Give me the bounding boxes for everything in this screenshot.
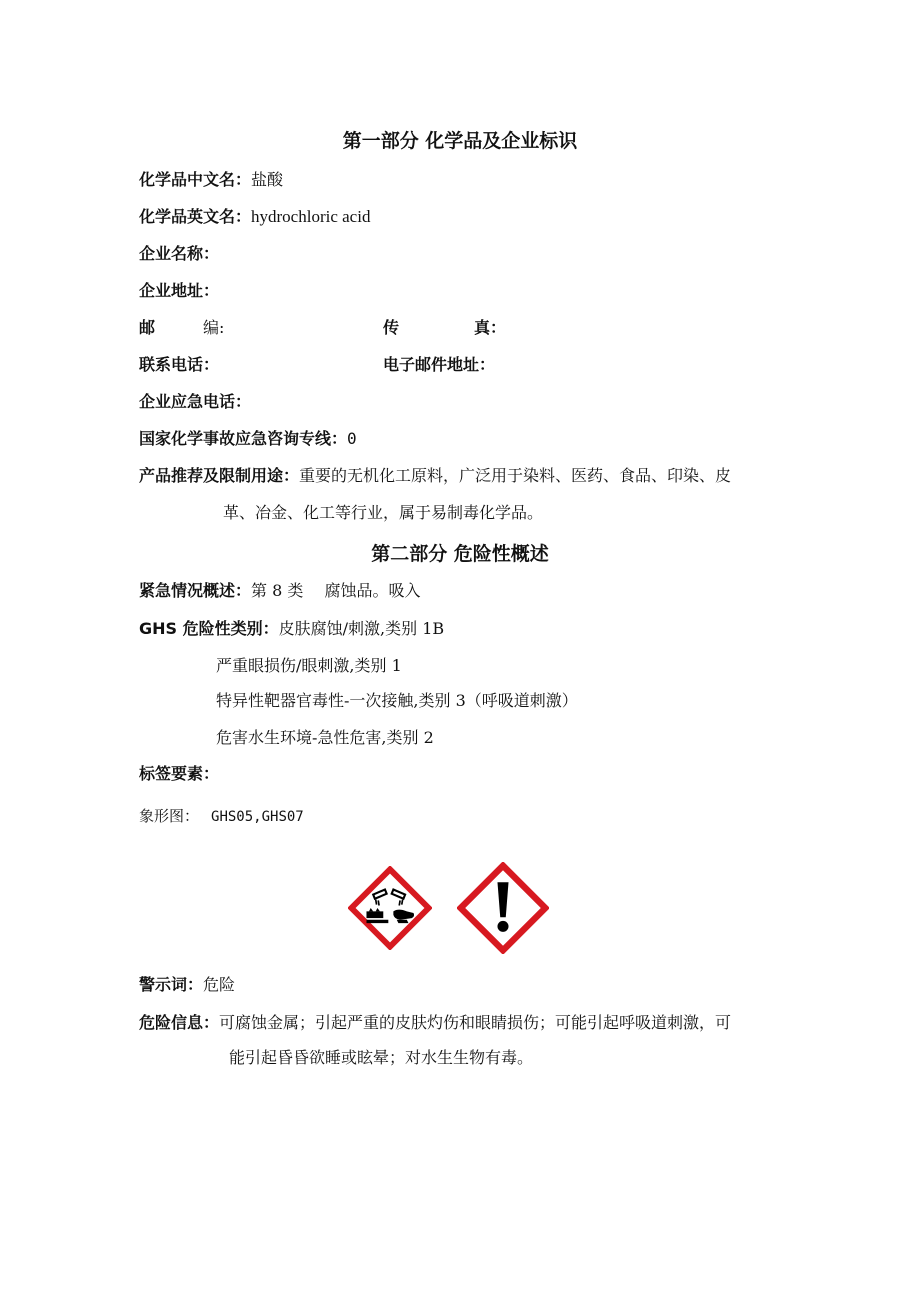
hotline-value: 0: [347, 429, 357, 448]
label-elements-label: 标签要素：: [139, 764, 220, 783]
exclamation-mark-icon: [457, 862, 549, 954]
emergency-overview-row: [139, 580, 420, 602]
hotline-label: 国家化学事故应急咨询专线：: [139, 429, 348, 448]
signal-word-label: 警示词：: [139, 975, 204, 994]
cn-name-label: 化学品中文名：: [139, 170, 252, 189]
en-name-value: hydrochloric acid: [251, 207, 371, 226]
phone-label: 联系电话：: [139, 355, 220, 374]
hazard-info-value-line1: 可腐蚀金属；引起严重的皮肤灼伤和眼睛损伤；可能引起呼吸道刺激，可: [219, 1013, 732, 1032]
ghs-row: [139, 618, 444, 640]
pictograms-value: GHS05,GHS07: [211, 809, 304, 825]
postcode-label-b: 编:: [203, 318, 225, 337]
ghs-item: 特异性靶器官毒性-一次接触,类别 3（呼吸道刺激）: [216, 691, 578, 710]
uses-label: 产品推荐及限制用途：: [139, 466, 300, 485]
emergency-overview-label: 紧急情况概述：: [139, 581, 252, 600]
company-name-label: 企业名称：: [139, 244, 220, 263]
company-address-label: 企业地址：: [139, 281, 220, 300]
en-name-row: [139, 206, 370, 228]
pictograms-label: 象形图：: [139, 807, 200, 825]
fax-label-a: 传: [383, 318, 400, 337]
corrosion-icon: [348, 866, 432, 950]
fax-label-b: 真：: [474, 318, 507, 337]
uses-row: [139, 465, 731, 487]
cn-name-value: 盐酸: [251, 170, 284, 189]
ghs-item: 严重眼损伤/眼刺激,类别 1: [216, 656, 402, 675]
hotline-row: [139, 428, 357, 450]
ghs-item: 危害水生环境-急性危害,类别 2: [216, 728, 434, 747]
postcode-label-a: 邮: [139, 318, 156, 337]
signal-word-row: [139, 974, 235, 996]
uses-value-line1: 重要的无机化工原料，广泛用于染料、医药、食品、印染、皮: [299, 466, 732, 485]
en-name-label: 化学品英文名：: [139, 207, 252, 226]
section1-heading: 第一部分 化学品及企业标识: [342, 130, 578, 152]
cn-name-row: [139, 169, 283, 191]
hazard-info-row: [139, 1012, 731, 1034]
email-label: 电子邮件地址：: [383, 355, 496, 374]
hazard-info-value-line2: 能引起昏昏欲睡或眩晕；对水生生物有毒。: [229, 1048, 534, 1067]
signal-word-value: 危险: [203, 975, 236, 994]
emergency-overview-value: 第 8 类 腐蚀品。吸入: [251, 581, 421, 600]
pictograms-row: [139, 805, 304, 828]
emergency-phone-label: 企业应急电话：: [139, 392, 252, 411]
uses-value-line2: 革、冶金、化工等行业，属于易制毒化学品。: [223, 503, 544, 522]
ghs-item: 皮肤腐蚀/刺激,类别 1B: [278, 619, 445, 638]
hazard-info-label: 危险信息：: [139, 1013, 220, 1032]
section2-heading: 第二部分 危险性概述: [371, 543, 549, 565]
ghs-label: GHS 危险性类别：: [139, 619, 279, 638]
